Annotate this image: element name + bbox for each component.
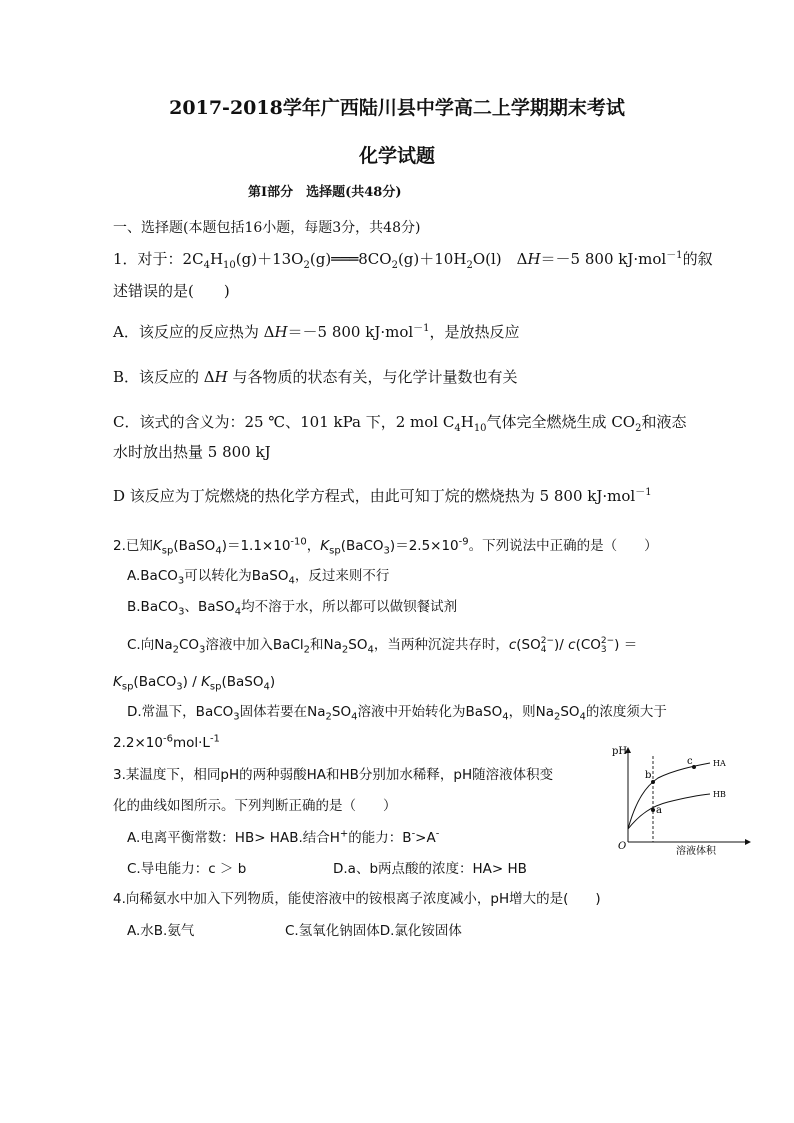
exam-title: 2017-2018学年广西陆川县中学高二上学期期末考试 <box>169 97 625 119</box>
q2-option-a: A.BaCO$_3$可以转化为BaSO$_4$，反过来则不行 <box>127 568 390 587</box>
point-c-label: c <box>687 756 693 767</box>
q4-stem: 4.向稀氨水中加入下列物质，能使溶液中的铵根离子浓度减小，pH增大的是( ) <box>113 891 601 907</box>
q2-option-c-line1: C.向$Na_2CO_3$溶液中加入BaCl$_2$和$Na_2SO_4$，当两种沉淀共存时，c(SO2− 4 )/ c(CO2− 3 ) ＝ <box>127 636 638 656</box>
q1-stem-line2: 述错误的是( ) <box>113 282 230 300</box>
q1-option-d: D 该反应为丁烷燃烧的热化学方程式，由此可知丁烷的燃烧热为 5 800 kJ·mol$^{-1}$ <box>113 487 652 505</box>
dilution-ph-figure <box>610 742 760 857</box>
x-axis-label: 溶液体积 <box>676 846 716 857</box>
q2-stem: 2.已知$K_{sp}(BaSO_4)=1.1\times 10^{-10}$，$K_{sp}(BaCO_3)=2.5\times 10^{-9}$。下列说法中正确的是（ ） <box>113 536 658 557</box>
q1-option-a: A．该反应的反应热为 ΔH＝－5 800 kJ·mol$^{-1}$，是放热反应 <box>113 323 520 341</box>
point-b-label: b <box>645 770 652 781</box>
section-heading: 第Ⅰ部分 选择题(共48分) <box>248 185 402 200</box>
q2-option-c-line2: $K_{sp}(BaCO_3)$ / $K_{sp}(BaSO_4)$ <box>113 674 276 693</box>
q2-option-d-line2: $2.2\times 10^{-6}mol\cdot L^{-1}$ <box>113 733 220 751</box>
point-a <box>651 808 655 812</box>
curve-hb-label: HB <box>713 790 726 799</box>
q3-option-d: D.a、b两点酸的浓度：HA> HB <box>333 861 527 877</box>
q3-stem-line1: 3.某温度下，相同pH的两种弱酸HA和HB分别加水稀释，pH随溶液体积变 <box>113 767 554 783</box>
q1-stem-line1: 1．对于：$2C_4H_{10}(g)+13O_2(g)═══8CO_2(g)+10H_2O(l)$ ΔH＝－5 800 kJ·mol$^{-1}$的叙 <box>113 250 713 271</box>
part-instruction: 一、选择题(本题包括16小题，每题3分，共48分) <box>113 220 421 236</box>
q4-option-ab: A.水B.氨气 <box>127 923 195 939</box>
q2-option-d-line1: D.常温下，BaCO$_3$固体若要在$Na_2SO_4$溶液中开始转化为BaSO$_4$，则$Na_2SO_4$的浓度须大于 <box>127 704 667 723</box>
q3-stem-line2: 化的曲线如图所示。下列判断正确的是（ ） <box>113 798 397 814</box>
point-b <box>651 780 655 784</box>
q1-option-c-line1: C．该式的含义为：25 ℃、101 kPa 下，2 mol $C_4H_{10}$气体完全燃烧生成 $CO_2$和液态 <box>113 413 687 434</box>
q4-option-cd: C.氢氧化钠固体D.氯化铵固体 <box>285 923 462 939</box>
exam-subject: 化学试题 <box>358 145 435 167</box>
curve-ha-label: HA <box>713 759 726 768</box>
q3-option-c: C.导电能力：c ＞ b <box>127 861 247 877</box>
curve-hb <box>628 794 710 829</box>
q1-option-b: B．该反应的 ΔH 与各物质的状态有关，与化学计量数也有关 <box>113 368 518 386</box>
origin-label: O <box>618 841 627 852</box>
q1-option-c-line2: 水时放出热量 5 800 kJ <box>113 443 271 461</box>
y-axis-label: pH <box>612 746 628 757</box>
point-a-label: a <box>656 805 662 816</box>
q2-option-b: B.BaCO$_3$、BaSO$_4$均不溶于水，所以都可以做钡餐试剂 <box>127 599 458 618</box>
q3-option-ab: A.电离平衡常数：HB> HAB.结合H+的能力：B->A- <box>127 828 440 846</box>
